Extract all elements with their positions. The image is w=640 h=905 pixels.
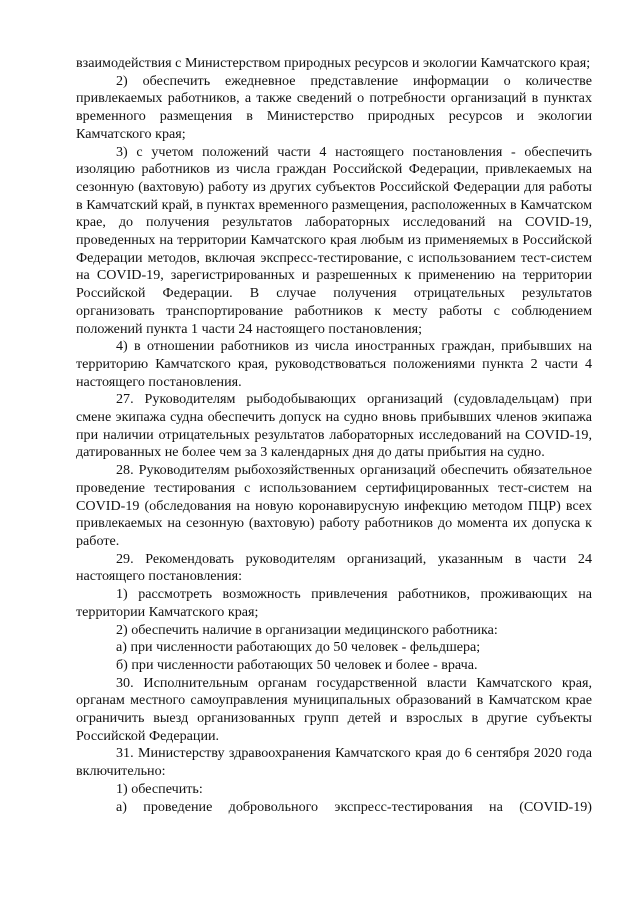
paragraph-29-item-2: 2) обеспечить наличие в организации медицинского работника: — [116, 621, 498, 638]
paragraph-31-ministry-health: 31. Министерству здравоохранения Камчатского края до 6 сентября 2020 года включительно: — [76, 745, 592, 780]
paragraph-29-item-2b: б) при численности работающих 50 человек и более - врача. — [116, 656, 478, 673]
paragraph-31-item-1: 1) обеспечить: — [116, 780, 203, 797]
paragraph-29-item-2a: а) при численности работающих до 50 человек - фельдшера; — [116, 639, 481, 656]
paragraph-29-item-1: 1) рассмотреть возможность привлечения работников, проживающих на территории Камчатского края; — [76, 586, 592, 620]
paragraph-item-2-daily-report: 2) обеспечить ежедневное представление информации о количестве привлекаемых работников, а также сведений о потребности организаций в пунктах временного размещения в Министерство природных ресурсов и экологии Камчатского края; — [76, 72, 592, 142]
paragraph-item-4-foreign-workers: 4) в отношении работников из числа иностранных граждан, прибывших на территорию Камчатского края, руководствоваться положениями пункта 2 части 4 настоящего постановления. — [76, 338, 592, 390]
document-body — [76, 55, 592, 816]
paragraph-30-travel-restriction: 30. Исполнительным органам государственной власти Камчатского края, органам местного самоуправления муниципальных образований в Камчатском крае ограничить выезд организованных групп детей и взрослых в другие субъекты Российской Федерации. — [76, 674, 592, 744]
paragraph-item-3-isolation: 3) с учетом положений части 4 настоящего постановления - обеспечить изоляцию работников из числа граждан Российской Федерации, привлекаемых на сезонную (вахтовую) работу из других субъектов Российской Федерации для работы в Камчатский край, в пунктах временного размещения, расположенных в Камчатском крае, до получения результатов лабораторных исследований на COVID-19, проведенных на территории Камчатского края любым из применяемых в Российской Федерации методов, включая экспресс-тестирование, с использованием тест-систем на COVID-19, зарегистрированных и разрешенных к применению на территории Российской Федерации. В случае получения отрицательных результатов организовать транспортирование работников к месту работы с соблюдением положений пункта 1 части 24 настоящего постановления; — [76, 143, 592, 337]
paragraph-continuation-interaction: взаимодействия с Министерством природных ресурсов и экологии Камчатского края; — [76, 55, 591, 71]
paragraph-31-item-1a: а) проведение добровольного экспресс-тестирования на (COVID-19) — [116, 798, 592, 815]
paragraph-28-testing: 28. Руководителям рыбохозяйственных организаций обеспечить обязательное проведение тестирования с использованием сертифицированных тест-систем на COVID-19 (обследования на новую коронавирусную инфекцию методом ПЦР) всех привлекаемых на сезонную (вахтовую) работу работников до момента их допуска к работе. — [76, 462, 592, 549]
paragraph-27-crew-change: 27. Руководителям рыбодобывающих организаций (судовладельцам) при смене экипажа судна обеспечить допуск на судно вновь прибывших членов экипажа при наличии отрицательных результатов лабораторных исследований на COVID-19, датированных не более чем за 3 календарных дня до даты прибытия на судно. — [76, 391, 592, 461]
paragraph-29-recommendation: 29. Рекомендовать руководителям организаций, указанным в части 24 настоящего постановления: — [76, 550, 592, 585]
